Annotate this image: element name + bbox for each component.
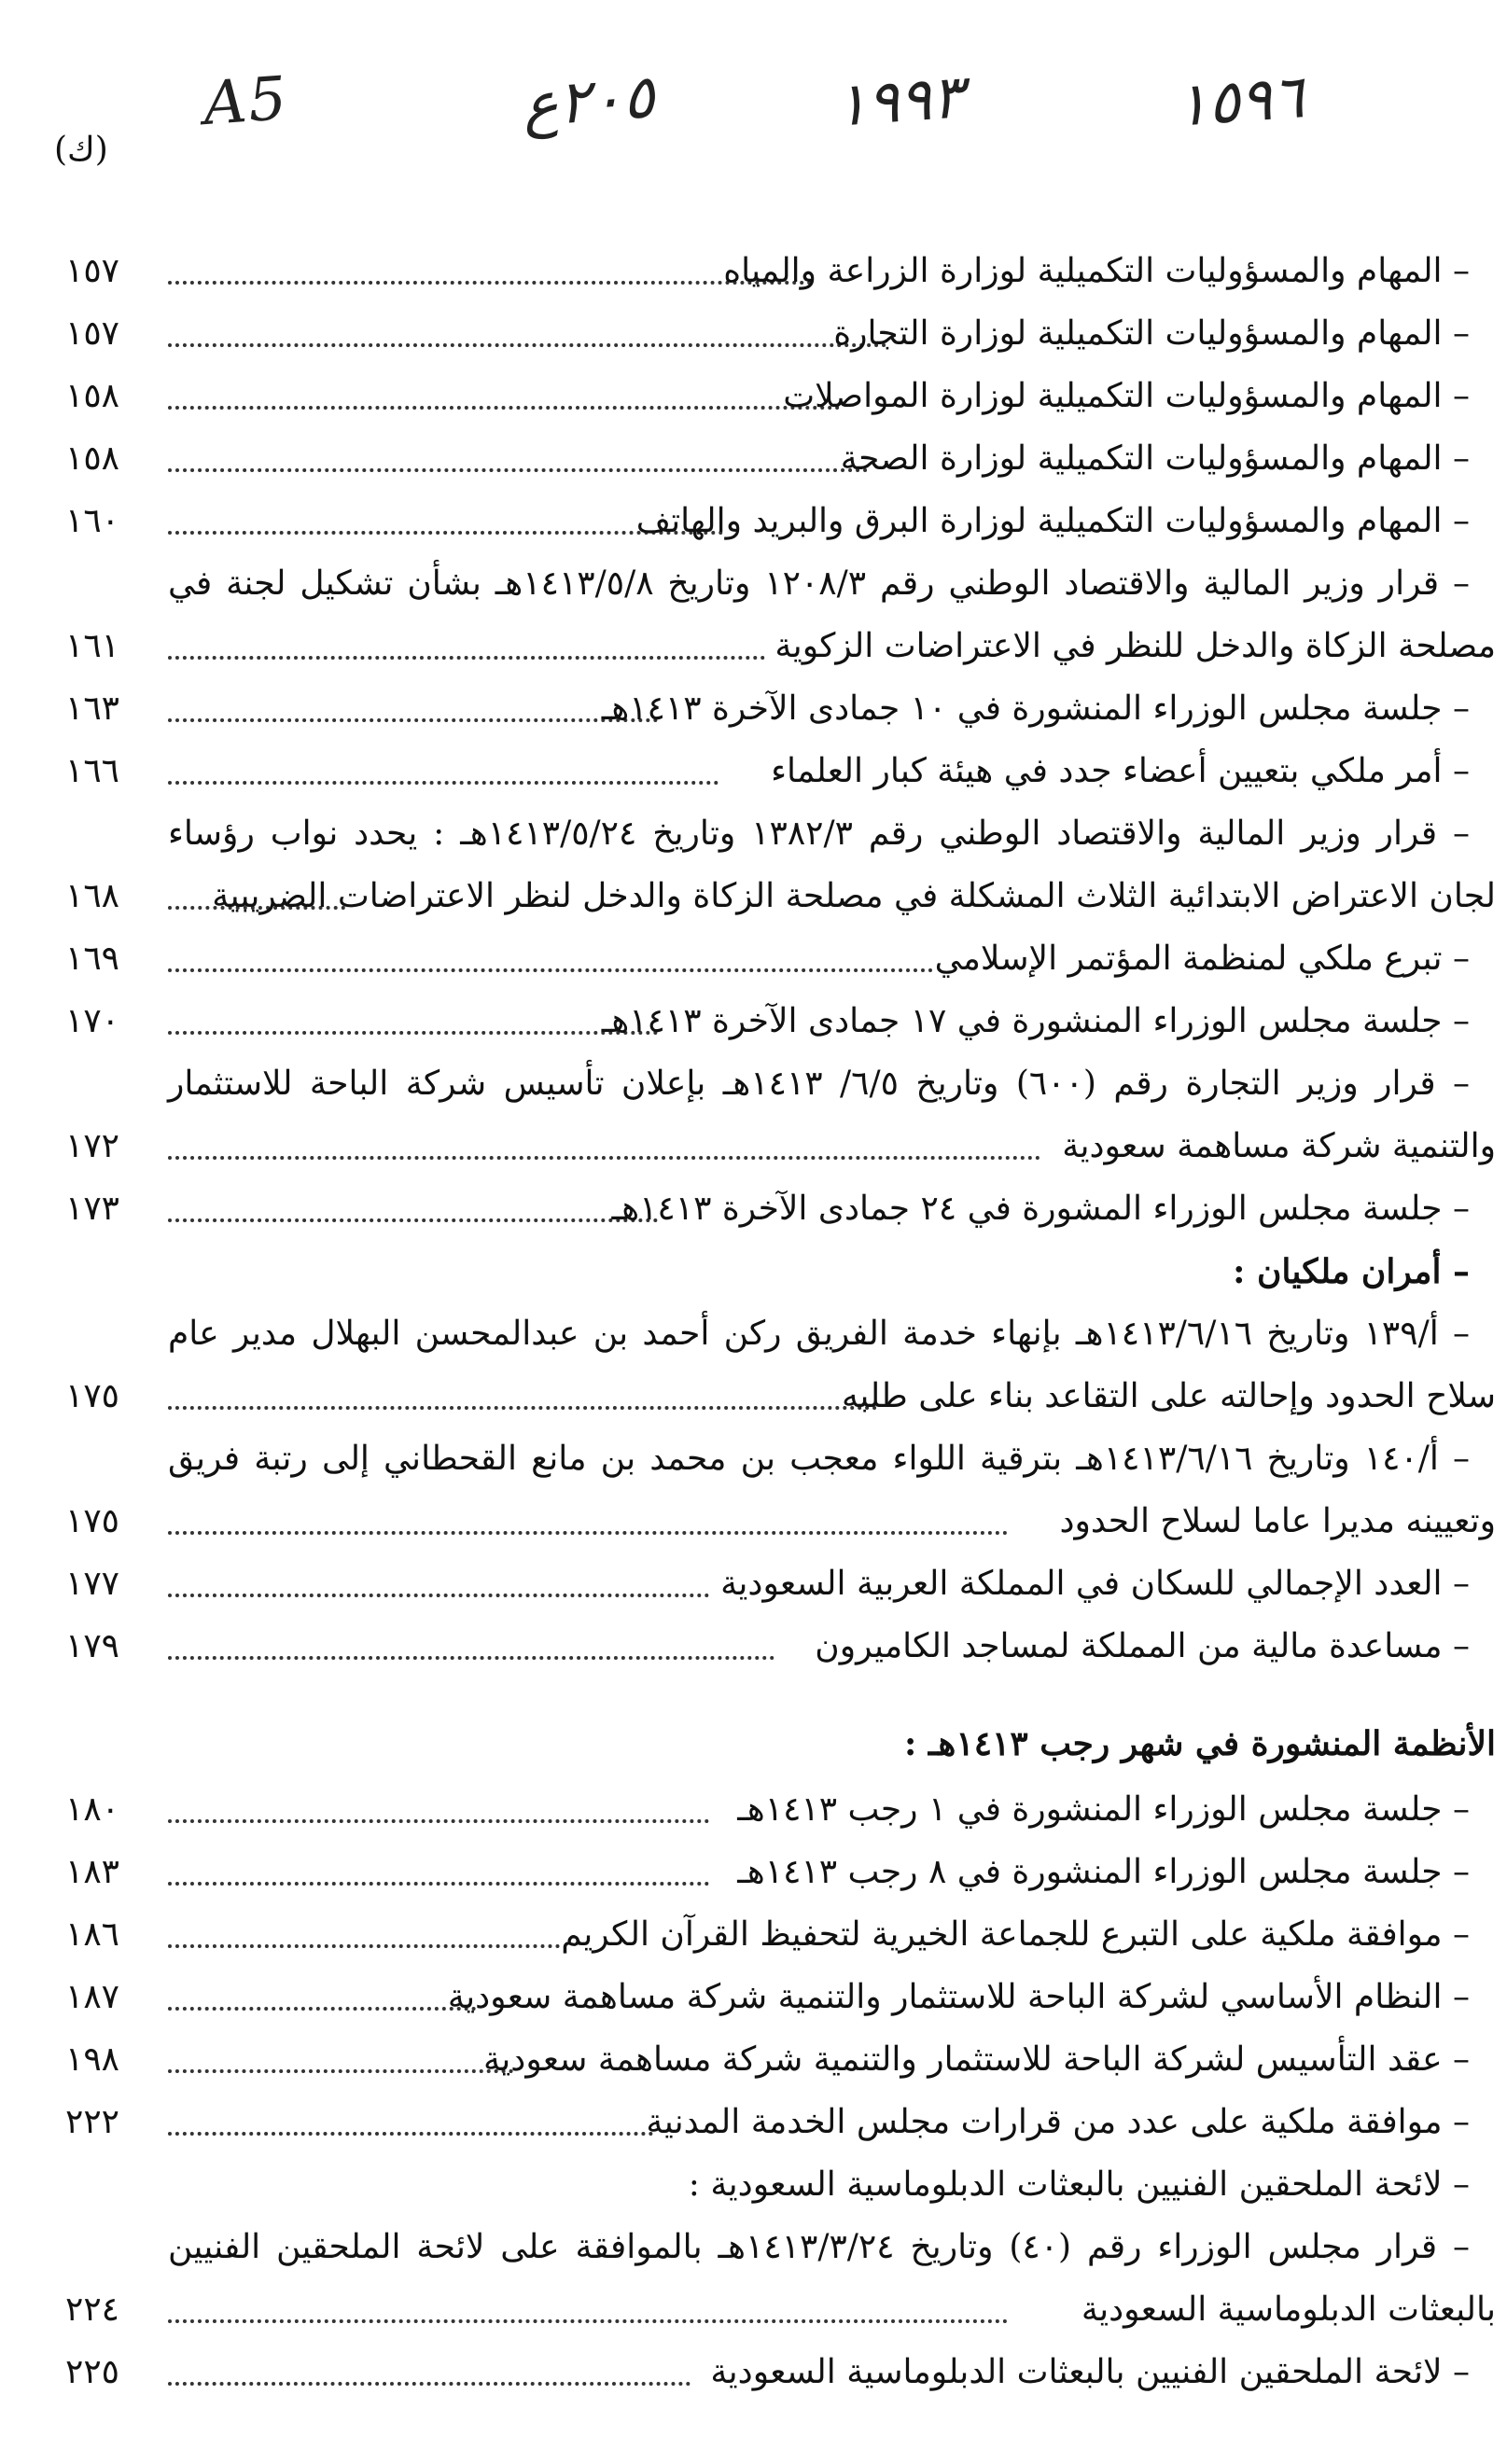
toc-entry — [65, 2217, 1470, 2278]
page-number: ١٥٨ — [65, 439, 120, 478]
dot-leader — [168, 2007, 476, 2011]
entry-text: – قرار وزير التجارة رقم (٦٠٠) وتاريخ ٦/٥/ ١٤١٣هـ بإعلان تأسيس شركة الباحة للاستثمار — [168, 1065, 1470, 1103]
toc-entry — [65, 1428, 1470, 1490]
dot-leader — [168, 1944, 560, 1948]
section-heading-text: الأنظمة المنشورة في شهر رجب ١٤١٣هـ : — [904, 1724, 1496, 1763]
dot-leader — [168, 781, 719, 785]
entry-text: – قرار مجلس الوزراء رقم (٤٠) وتاريخ ١٤١٣/٣/٢٤هـ بالموافقة على لائحة الملحقين الفنيين — [168, 2228, 1470, 2266]
dot-leader — [168, 281, 812, 285]
entry-text: – قرار وزير المالية والاقتصاد الوطني رقم ١٣٨٢/٣ وتاريخ ١٤١٣/٥/٢٤هـ : يحدد نواب رؤساء — [168, 814, 1471, 853]
toc-entry — [65, 741, 1470, 802]
page-number: ١٨٧ — [65, 1978, 120, 2016]
page-number: ١٧٥ — [65, 1377, 120, 1415]
toc-entry — [65, 803, 1470, 865]
entry-text: – جلسة مجلس الوزراء المنشورة في ٨ رجب ١٤١٣هـ — [737, 1853, 1470, 1891]
dot-leader — [168, 1218, 658, 1222]
page-number: ١٨٦ — [65, 1915, 120, 1954]
entry-text: – تبرع ملكي لمنظمة المؤتمر الإسلامي — [934, 940, 1470, 978]
dot-leader — [168, 656, 765, 660]
entry-text: – لائحة الملحقين الفنيين بالبعثات الدبلوماسية السعودية : — [688, 2165, 1470, 2204]
entry-text: – المهام والمسؤوليات التكميلية لوزارة البرق والبريد والهاتف — [635, 502, 1470, 540]
page-number: ١٧٠ — [65, 1002, 120, 1040]
toc-entry-continuation — [65, 2279, 1496, 2341]
dot-leader — [168, 1031, 658, 1035]
toc-subheading — [65, 1241, 1470, 1302]
toc-entry — [65, 366, 1470, 427]
dot-leader — [168, 1882, 709, 1886]
entry-text: – أمر ملكي بتعيين أعضاء جدد في هيئة كبار العلماء — [771, 752, 1470, 790]
dot-leader — [168, 2132, 653, 2136]
entry-text: – جلسة مجلس الوزراء المنشورة في ١٧ جمادى الآخرة ١٤١٣هـ — [601, 1002, 1470, 1040]
page-number: ١٨٠ — [65, 1790, 120, 1829]
entry-text: مصلحة الزكاة والدخل للنظر في الاعتراضات الزكوية — [774, 627, 1496, 665]
entry-text: – جلسة مجلس الوزراء المنشورة في ١ رجب ١٤١٣هـ — [737, 1790, 1470, 1829]
page-number: ١٩٨ — [65, 2040, 120, 2079]
dot-leader — [168, 1156, 1040, 1160]
page-letter: (ك) — [54, 131, 108, 169]
page-number: ١٧٢ — [65, 1127, 120, 1165]
toc-entry — [65, 1178, 1470, 1240]
dot-leader — [168, 1531, 1008, 1535]
dot-leader — [168, 1819, 709, 1823]
handwritten-note-2: ٢٠٥ع — [520, 63, 657, 141]
entry-text: – موافقة ملكية على التبرع للجماعة الخيرية لتحفيظ القرآن الكريم — [561, 1915, 1470, 1954]
toc-entry — [65, 1842, 1470, 1903]
entry-text: سلاح الحدود وإحالته على التقاعد بناء على طلبه — [842, 1377, 1496, 1415]
dot-leader — [168, 2069, 513, 2073]
toc-subheading — [65, 2154, 1470, 2216]
toc-entry — [65, 553, 1470, 615]
entry-text: – أ/١٣٩ وتاريخ ١٤١٣/٦/١٦هـ بإنهاء خدمة الفريق ركن أحمد بن عبدالمحسن البهلال مدير عام — [168, 1315, 1471, 1353]
section-heading — [65, 1713, 1496, 1775]
dot-leader — [168, 468, 868, 472]
toc-entry-continuation — [65, 1116, 1496, 1177]
page-number: ١٧٥ — [65, 1502, 120, 1540]
page-number: ١٧٣ — [65, 1190, 120, 1228]
entry-text: – لائحة الملحقين الفنيين بالبعثات الدبلوماسية السعودية — [710, 2353, 1470, 2391]
entry-text: – المهام والمسؤوليات التكميلية لوزارة الزراعة والمياه — [723, 252, 1470, 290]
toc-entry — [65, 303, 1470, 365]
dot-leader — [168, 968, 933, 972]
toc-entry — [65, 428, 1470, 490]
toc-entry — [65, 678, 1470, 740]
page-number: ١٧٩ — [65, 1627, 120, 1665]
entry-text: – المهام والمسؤوليات التكميلية لوزارة الصحة — [840, 439, 1470, 478]
dot-leader — [168, 718, 658, 722]
entry-text: – مساعدة مالية من المملكة لمساجد الكاميرون — [815, 1627, 1470, 1665]
page-number: ١٥٨ — [65, 377, 120, 415]
toc-entry — [65, 1053, 1470, 1115]
entry-text: – قرار وزير المالية والاقتصاد الوطني رقم ١٢٠٨/٣ وتاريخ ١٤١٣/٥/٨هـ بشأن تشكيل لجنة في — [168, 564, 1471, 603]
entry-text: وتعيينه مديرا عاما لسلاح الحدود — [1059, 1502, 1496, 1540]
toc-entry — [65, 2092, 1470, 2153]
entry-text: – جلسة مجلس الوزراء المشورة في ٢٤ جمادى الآخرة ١٤١٣هـ — [611, 1190, 1470, 1228]
handwritten-note-1: A5 — [201, 63, 291, 140]
entry-text: لجان الاعتراض الابتدائية الثلاث المشكلة في مصلحة الزكاة والدخل لنظر الاعتراضات الضريبية — [212, 877, 1496, 915]
toc-entry — [65, 1553, 1470, 1615]
toc-entry — [65, 1303, 1470, 1365]
page-number: ١٦٩ — [65, 940, 120, 978]
toc-entry-continuation — [65, 616, 1496, 677]
page-number: ٢٢٤ — [65, 2290, 120, 2329]
page-number: ١٦٠ — [65, 502, 120, 540]
handwritten-note-4: ١٥٩٦ — [1173, 63, 1306, 141]
page-number: ١٥٧ — [65, 314, 120, 353]
page-number: ١٦٨ — [65, 877, 120, 915]
toc-entry — [65, 991, 1470, 1052]
toc-entry-continuation — [65, 1491, 1496, 1552]
toc-entry — [65, 2029, 1470, 2091]
entry-text: – المهام والمسؤوليات التكميلية لوزارة المواصلات — [783, 377, 1470, 415]
entry-text: – أمران ملكيان : — [1233, 1252, 1470, 1291]
entry-text: – المهام والمسؤوليات التكميلية لوزارة التجارة — [833, 314, 1470, 353]
entry-text: – موافقة ملكية على عدد من قرارات مجلس الخدمة المدنية — [646, 2103, 1470, 2141]
toc-entry-continuation — [65, 866, 1496, 927]
entry-text: – جلسة مجلس الوزراء المنشورة في ١٠ جمادى الآخرة ١٤١٣هـ — [601, 689, 1470, 728]
handwritten-note-3: ١٩٩٣ — [832, 63, 966, 141]
dot-leader — [168, 1656, 774, 1660]
entry-text: – أ/١٤٠ وتاريخ ١٤١٣/٦/١٦هـ بترقية اللواء معجب بن محمد بن مانع القحطاني إلى رتبة فريق — [168, 1440, 1471, 1478]
dot-leader — [168, 406, 840, 410]
toc-entry — [65, 928, 1470, 990]
toc-entry-continuation — [65, 1366, 1496, 1427]
page-number: ١٨٣ — [65, 1853, 120, 1891]
page-number: ١٦٦ — [65, 752, 120, 790]
toc-entry — [65, 491, 1470, 552]
toc-entry — [65, 1967, 1470, 2028]
page-number: ٢٢٥ — [65, 2353, 120, 2391]
dot-leader — [168, 343, 886, 347]
page-number: ١٥٧ — [65, 252, 120, 290]
entry-text: – عقد التأسيس لشركة الباحة للاستثمار والتنمية شركة مساهمة سعودية — [482, 2040, 1470, 2079]
dot-leader — [168, 1406, 877, 1410]
toc-entry — [65, 1616, 1470, 1677]
toc-entry — [65, 1904, 1470, 1966]
dot-leader — [168, 1594, 709, 1597]
page-number: ١٦١ — [65, 627, 120, 665]
toc-entry — [65, 1779, 1470, 1841]
toc-entry — [65, 241, 1470, 302]
entry-text: والتنمية شركة مساهمة سعودية — [1062, 1127, 1496, 1165]
page-number: ١٦٣ — [65, 689, 120, 728]
entry-text: بالبعثات الدبلوماسية السعودية — [1081, 2290, 1496, 2329]
entry-text: – العدد الإجمالي للسكان في المملكة العربية السعودية — [720, 1565, 1470, 1603]
entry-text: – النظام الأساسي لشركة الباحة للاستثمار والتنمية شركة مساهمة سعودية — [447, 1978, 1470, 2016]
page-number: ١٧٧ — [65, 1565, 120, 1603]
page-number: ٢٢٢ — [65, 2103, 120, 2141]
toc-entry — [65, 2342, 1470, 2403]
dot-leader — [168, 2382, 691, 2386]
dot-leader — [168, 2319, 1008, 2323]
